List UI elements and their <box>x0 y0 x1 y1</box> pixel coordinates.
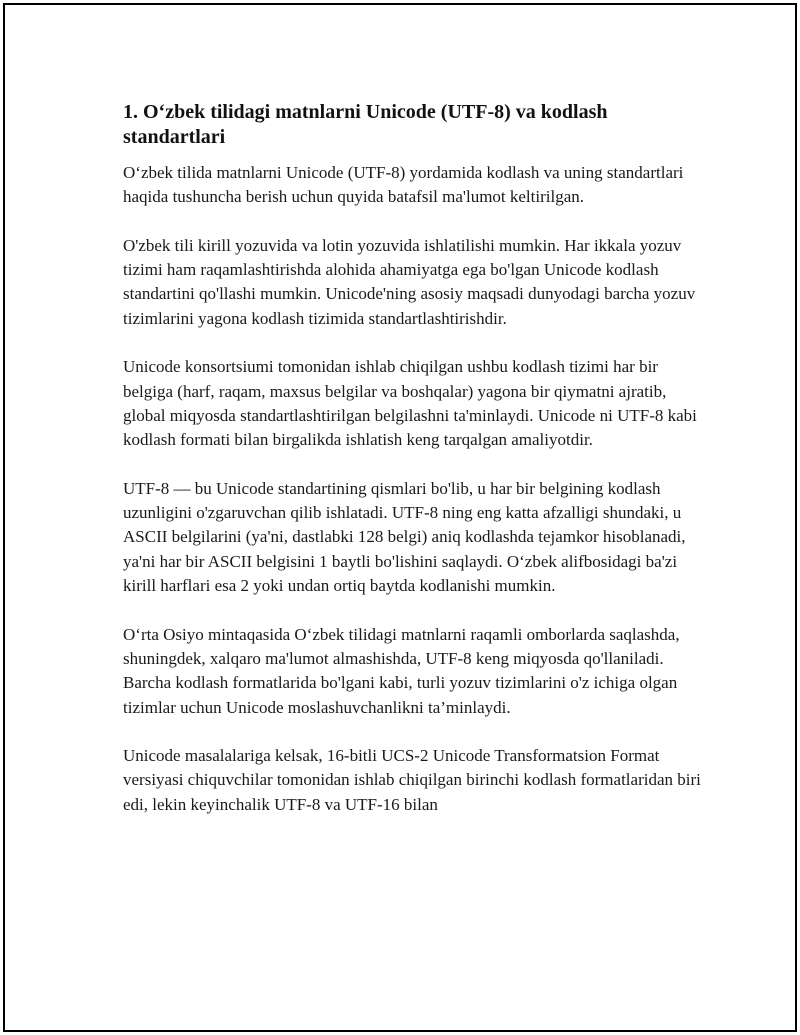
paragraph-1: O‘zbek tilida matnlarni Unicode (UTF-8) yordamida kodlash va uning standartlari haqida tushuncha berish uchun quyida batafsil ma'lumot keltirilgan. <box>123 163 684 207</box>
paragraph-5: O‘rta Osiyo mintaqasida O‘zbek tilidagi matnlarni raqamli omborlarda saqlashda, shuningdek, xalqaro ma'lumot almashishda, UTF-8 keng miqyosda qo'llaniladi. Barcha kodlash formatlarida bo'lgani kabi, turli yozuv tizimlarini o'z ichiga olgan tizimlar uchun Unicode moslashuvchanlikni ta’minlaydi. <box>123 624 680 717</box>
paragraph-4: UTF-8 — bu Unicode standartining qismlari bo'lib, u har bir belgining kodlash uzunligini o'zgaruvchan qilib ishlatadi. UTF-8 ning eng katta afzalligi shundaki, u ASCII belgilarini (ya'ni, dastlabki 128 belgi) aniq kodlashda tejamkor hisoblanadi, ya'ni har bir ASCII belgisini 1 baytli bo'lishini saqlaydi. O‘zbek alifbosidagi ba'zi kirill harflari esa 2 yoki undan ortiq baytda kodlanishi mumkin. <box>123 478 686 596</box>
paragraph-2: O'zbek tili kirill yozuvida va lotin yozuvida ishlatilishi mumkin. Har ikkala yozuv tizimi ham raqamlashtirishda alohida ahamiyatga ega bo'lgan Unicode kodlash standartini qo'llashi mumkin. Unicode'ning asosiy maqsadi dunyodagi barcha yozuv tizimlarini yagona kodlash tizimida standartlashtirishdir. <box>123 235 696 328</box>
section-heading: 1. O‘zbek tilidagi matnlarni Unicode (UTF-8) va kodlash standartlari <box>123 101 608 148</box>
page-frame <box>3 3 797 1032</box>
paragraph-3: Unicode konsortsiumi tomonidan ishlab chiqilgan ushbu kodlash tizimi har bir belgiga (harf, raqam, maxsus belgilar va boshqalar) yagona bir qiymatni ajratib, global miqyosda standartlashtirilgan belgilashni ta'minlaydi. Unicode ni UTF-8 kabi kodlash formati bilan birgalikda ishlatish keng tarqalgan amaliyotdir. <box>123 357 697 450</box>
paragraph-6: Unicode masalalariga kelsak, 16-bitli UCS-2 Unicode Transformatsion Format versiyasi chiquvchilar tomonidan ishlab chiqilgan birinchi kodlash formatlaridan biri edi, lekin keyinchalik UTF-8 va UTF-16 bilan <box>123 746 701 814</box>
document-body <box>123 100 703 841</box>
